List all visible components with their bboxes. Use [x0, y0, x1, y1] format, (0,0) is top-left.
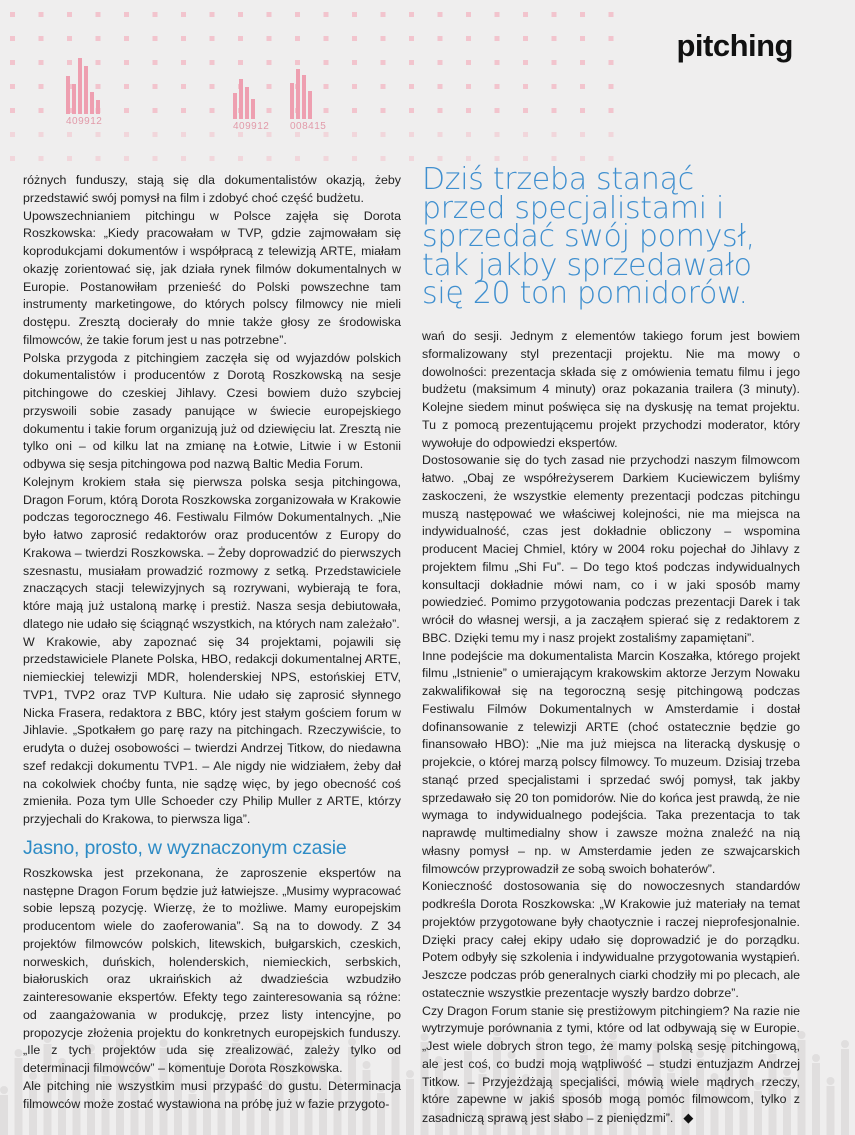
- decorative-dot: [466, 84, 471, 89]
- decorative-bar: [90, 92, 94, 114]
- decorative-dot: [381, 108, 386, 113]
- decorative-dot: [267, 60, 272, 65]
- decorative-dot: [267, 12, 272, 17]
- decorative-dot: [438, 36, 443, 41]
- decorative-bar: [78, 58, 82, 114]
- decorative-dot: [10, 12, 15, 17]
- decorative-dot: [324, 84, 329, 89]
- decorative-dot: [352, 108, 357, 113]
- decorative-dot: [210, 84, 215, 89]
- decorative-dot: [267, 132, 272, 137]
- decorative-dot: [552, 132, 557, 137]
- decorative-dot: [96, 156, 101, 161]
- decorative-bar: [302, 75, 306, 119]
- decorative-silhouette: [841, 1049, 849, 1135]
- decorative-dot: [210, 156, 215, 161]
- pull-quote: Dziś trzeba stanąć przed specjalistami i sprzedać swój pomysł, tak jakby sprzedawało się 20 ton pomidorów.: [422, 162, 755, 311]
- decorative-dot: [39, 84, 44, 89]
- bar-number-label: 409912: [233, 121, 270, 132]
- decorative-dot: [466, 156, 471, 161]
- decorative-dot: [10, 36, 15, 41]
- decorative-dot: [10, 84, 15, 89]
- decorative-dot: [210, 60, 215, 65]
- decorative-dot: [124, 132, 129, 137]
- decorative-dot: [181, 12, 186, 17]
- decorative-dot: [523, 108, 528, 113]
- decorative-dot: [267, 84, 272, 89]
- decorative-dot: [67, 156, 72, 161]
- decorative-dot: [438, 60, 443, 65]
- decorative-dot: [124, 36, 129, 41]
- decorative-dot: [181, 84, 186, 89]
- decorative-bar: [66, 76, 70, 114]
- paragraph-text: Czy Dragon Forum stanie się prestiżowym pitchingiem? Na razie nie wytrzymuje porównania z tymi, które od lat odbywają się w Europie. „Jest wiele dobrych stron tego, że mamy polską sesję pitchingową, ale jest coś, co budzi moją wątpliwość – studzi entuzjazm Andrzej Titkow. – Przyjeżdżają specjaliści, mówią wiele mądrych rzeczy, które zapewne w jakiś sposób mogą pomóc filmowcom, tylko z zasadniczą sprawą jest słabo – z pieniędzmi”.: [422, 1003, 800, 1125]
- decorative-dot: [153, 156, 158, 161]
- decorative-dot: [324, 60, 329, 65]
- decorative-dot: [609, 12, 614, 17]
- decorative-dot: [466, 60, 471, 65]
- decorative-dot: [552, 60, 557, 65]
- article-column-right: [422, 328, 800, 1128]
- decorative-dot: [181, 156, 186, 161]
- decorative-dot: [438, 108, 443, 113]
- decorative-dot: [409, 132, 414, 137]
- decorative-dot: [124, 60, 129, 65]
- paragraph: wań do sesji. Jednym z elementów takiego forum jest bowiem sformalizowany styl prezentacji projektu. Nie ma mowy o dowolności: prezentacja składa się z omówienia tematu filmu i jego budżetu (maksimum 4 minuty) oraz pokazania trailera (3 minuty). Kolejne siedem minut poświęca się na dyskusję na temat projektu. Tu z pomocą prezentującemu projekt przychodzi moderator, który wywołuje do odpowiedzi ekspertów.: [422, 329, 800, 450]
- decorative-dot: [409, 12, 414, 17]
- decorative-dot: [580, 156, 585, 161]
- decorative-dot: [438, 84, 443, 89]
- decorative-dot: [153, 36, 158, 41]
- paragraph: Inne podejście ma dokumentalista Marcin Koszałka, którego projekt filmu „Istnienie” o umierającym krakowskim aktorze Jerzym Nowaku zakwalifikował się na tegoroczną sesję pitchingową podczas Festiwalu Filmów Dokumentalnych w Amsterdamie i dostał dofinansowanie z telewizji ARTE (choć ostatecznie będzie go finansowało HBO): „Nie ma już miejsca na literacką dyskusję o projekcie, o której marzą polscy filmowcy. To muzeum. Dzisiaj trzeba stanąć przed specjalistami i sprzedać swój pomysł, tak jakby sprzedawało się 20 ton pomidorów. Nie do końca jest prawdą, że nie wymaga to indywidualnego podejścia. Taka prezentacja to tak naprawdę multimedialny show i zawsze można znaleźć na nią własny pomysł – np. w Amsterdamie jeden ze szwajcarskich filmowców przyprowadził ze sobą swoich bohaterów”.: [422, 648, 800, 876]
- decorative-dot: [609, 84, 614, 89]
- paragraph: Ale pitching nie wszystkim musi przypaść do gustu. Determinacja filmowców może zostać wystawiona na próbę już w fazie przygoto-: [23, 1078, 401, 1111]
- decorative-dot: [324, 132, 329, 137]
- decorative-dot: [153, 60, 158, 65]
- end-of-article-icon: ◆: [683, 1110, 694, 1125]
- decorative-dot: [238, 12, 243, 17]
- decorative-dot: [580, 36, 585, 41]
- decorative-dot: [495, 12, 500, 17]
- decorative-dot: [96, 36, 101, 41]
- decorative-dot: [210, 108, 215, 113]
- decorative-dot: [210, 132, 215, 137]
- decorative-dot: [39, 156, 44, 161]
- decorative-dot: [495, 84, 500, 89]
- decorative-dot: [580, 108, 585, 113]
- paragraph: Dostosowanie się do tych zasad nie przychodzi naszym filmowcom łatwo. „Obaj ze współreżyserem Darkiem Kuciewiczem byliśmy zaskoczeni, że wszystkie elementy prezentacji podczas pitchingu muszą następować we właściwej kolejności, nie ma miejsca na indywidualność, czas jest dokładnie obliczony – wspomina producent Maciej Chmiel, który w 2004 roku pojechał do Jihlavy z projektem filmu „Shi Fu”. – Do tego ktoś podczas indywidualnych konsultacji dokładnie mówi nam, co i w jaki sposób mamy powiedzieć. Pomimo przygotowania podczas prezentacji Darek i tak wrócił do własnej wersji, a ja zacząłem spierać się z redaktorem z BBC. Dzięki temu my i nasz projekt zostaliśmy zapamiętani”.: [422, 453, 800, 645]
- bar-number-label: 409912: [66, 116, 103, 127]
- decorative-dot: [495, 156, 500, 161]
- decorative-dot: [39, 12, 44, 17]
- decorative-dot: [381, 84, 386, 89]
- decorative-dot: [552, 108, 557, 113]
- decorative-dot: [124, 12, 129, 17]
- decorative-dot: [409, 156, 414, 161]
- decorative-silhouette: [406, 1079, 414, 1135]
- decorative-dot: [580, 84, 585, 89]
- decorative-dot: [466, 36, 471, 41]
- decorative-dot: [438, 12, 443, 17]
- decorative-silhouette: [15, 1058, 23, 1135]
- decorative-silhouette-head: [406, 1070, 414, 1078]
- decorative-dot: [495, 108, 500, 113]
- decorative-dot: [267, 108, 272, 113]
- decorative-bar: [239, 79, 243, 119]
- decorative-dot: [580, 132, 585, 137]
- decorative-dot: [10, 60, 15, 65]
- decorative-dot: [295, 156, 300, 161]
- decorative-dot: [466, 132, 471, 137]
- decorative-dot: [523, 84, 528, 89]
- decorative-dot: [495, 132, 500, 137]
- decorative-dot: [96, 60, 101, 65]
- decorative-dot: [324, 12, 329, 17]
- decorative-silhouette-head: [812, 1054, 820, 1062]
- decorative-dot: [523, 132, 528, 137]
- decorative-silhouette: [0, 1095, 8, 1135]
- decorative-dot: [523, 36, 528, 41]
- decorative-bar: [72, 84, 76, 114]
- decorative-dot: [10, 156, 15, 161]
- decorative-dot: [153, 12, 158, 17]
- paragraph-last: [422, 1003, 800, 1128]
- decorative-dot: [181, 108, 186, 113]
- decorative-dot: [352, 60, 357, 65]
- decorative-silhouette-head: [0, 1086, 8, 1094]
- decorative-silhouette: [812, 1063, 820, 1135]
- decorative-dot: [295, 60, 300, 65]
- decorative-silhouette-head: [15, 1049, 23, 1057]
- decorative-dot: [609, 60, 614, 65]
- paragraph: różnych funduszy, stają się dla dokumentalistów okazją, żeby przedstawić swój pomysł na film i zdobyć choć część budżetu.: [23, 173, 401, 205]
- decorative-dot: [466, 108, 471, 113]
- decorative-dot: [295, 36, 300, 41]
- decorative-dot: [409, 84, 414, 89]
- decorative-silhouette-head: [827, 1077, 835, 1085]
- decorative-dot: [409, 36, 414, 41]
- decorative-dot: [210, 12, 215, 17]
- decorative-bar: [233, 93, 237, 119]
- decorative-silhouette-head: [841, 1040, 849, 1048]
- decorative-dot: [67, 60, 72, 65]
- decorative-dot: [153, 108, 158, 113]
- decorative-silhouette: [827, 1086, 835, 1135]
- decorative-dot: [153, 132, 158, 137]
- decorative-bar: [245, 87, 249, 119]
- decorative-dot: [352, 132, 357, 137]
- decorative-dot: [409, 60, 414, 65]
- decorative-dot: [438, 132, 443, 137]
- decorative-dot: [96, 12, 101, 17]
- section-title: pitching: [676, 28, 793, 63]
- decorative-dot: [295, 132, 300, 137]
- decorative-dot: [495, 60, 500, 65]
- decorative-dot: [96, 84, 101, 89]
- paragraph: Konieczność dostosowania się do nowoczesnych standardów podkreśla Dorota Roszkowska: „W Krakowie już materiały na temat projektów przygotowane były chaotycznie i raczej nieprofesjonalnie. Dzięki pracy całej ekipy udało się doprowadzić je do porządku. Potem odbyły się szkolenia i indywidualne przygotowania wystąpień. Jeszcze podczas prób generalnych ciarki chodziły mi po plecach, ale ostatecznie wszystkie prezentacje wyszły bardzo dobrze”.: [422, 879, 800, 1000]
- section-subheading: Jasno, prosto, w wyznaczonym czasie: [23, 836, 347, 859]
- decorative-dot: [39, 60, 44, 65]
- decorative-dot: [324, 156, 329, 161]
- decorative-dot: [552, 12, 557, 17]
- paragraph: Polska przygoda z pitchingiem zaczęła się od wyjazdów polskich dokumentalistów i producentów z Dorotą Roszkowską na sesje pitchingowe do czeskiej Jihlavy. Czesi bowiem dużo szybciej przyswoili sobie zasady panujące w świecie europejskiego dokumentu i takie forum organizują już od dziewięciu lat. Zresztą nie tylko oni – od kilku lat na zmianę na Łotwie, Litwie i w Estonii odbywa się sesja pitchingowa pod nazwą Baltic Media Forum.: [23, 350, 401, 471]
- decorative-dot: [352, 12, 357, 17]
- decorative-dot: [609, 132, 614, 137]
- decorative-bar: [308, 91, 312, 119]
- decorative-bar: [84, 66, 88, 114]
- decorative-dot: [210, 36, 215, 41]
- decorative-dot: [552, 84, 557, 89]
- decorative-dot: [181, 132, 186, 137]
- decorative-dot: [409, 108, 414, 113]
- decorative-bar: [251, 99, 255, 119]
- decorative-dot: [552, 156, 557, 161]
- decorative-dot: [523, 60, 528, 65]
- decorative-dot: [238, 132, 243, 137]
- decorative-dot: [67, 132, 72, 137]
- decorative-dot: [238, 60, 243, 65]
- decorative-dot: [124, 108, 129, 113]
- decorative-dot: [124, 84, 129, 89]
- decorative-dot: [609, 156, 614, 161]
- decorative-dot: [381, 36, 386, 41]
- decorative-dot: [124, 156, 129, 161]
- decorative-dot: [523, 156, 528, 161]
- bar-number-label: 008415: [290, 121, 327, 132]
- decorative-dot: [324, 108, 329, 113]
- decorative-dot: [181, 36, 186, 41]
- decorative-dot: [609, 36, 614, 41]
- decorative-dot: [381, 12, 386, 17]
- decorative-dot: [267, 156, 272, 161]
- decorative-dot: [181, 60, 186, 65]
- decorative-dot: [10, 108, 15, 113]
- decorative-dot: [466, 12, 471, 17]
- paragraph: Roszkowska jest przekonana, że zaproszenie ekspertów na następne Dragon Forum będzie już łatwiejsze. „Musimy wypracować sobie lepszą pozycję. Wierzę, że to możliwe. Mamy europejskim producentom wiele do zaoferowania”. Są na to dowody. Z 34 projektów filmowców polskich, litewskich, bułgarskich, czeskich, norweskich, duńskich, holenderskich, niemieckich, serbskich, białoruskich oraz ukraińskich aż dwadzieścia wzbudziło zainteresowanie ekspertów. Efekty tego zainteresowania są różne: od zaangażowania w produkcję, przez listy intencyjne, po propozycje złożenia projektu do konkretnych europejskich funduszy. „Ile z tych projektów uda się zrealizować, zależy tylko od determinacji filmowców” – komentuje Dorota Roszkowska.: [23, 865, 401, 1075]
- decorative-dot: [495, 36, 500, 41]
- decorative-dot: [295, 12, 300, 17]
- decorative-dot: [523, 12, 528, 17]
- decorative-dot: [67, 12, 72, 17]
- decorative-dot: [552, 36, 557, 41]
- decorative-dot: [352, 156, 357, 161]
- decorative-bar: [290, 83, 294, 119]
- decorative-dot: [96, 132, 101, 137]
- decorative-dot: [352, 84, 357, 89]
- decorative-dot: [580, 12, 585, 17]
- decorative-dot: [381, 132, 386, 137]
- paragraph: W Krakowie, aby zapoznać się 34 projektami, pojawili się przedstawiciele Planete Polska, HBO, redakcji dokumentalnej ARTE, niemieckiej telewizji MDR, holenderskiej NPS, estońskiej ETV, TVP1, TVP2 oraz TVP Kultura. Nie udało się zaprosić słynnego Nicka Frasera, redaktora z BBC, który jest stałym gościem forum w Jihlavie. „Spotkałem go parę razy na pitchingach. Rzeczywiście, to erudyta o dużej osobowości – twierdzi Andrzej Titkow, do niedawna szef redakcji dokumentu TVP1. – Ale nigdy nie widziałem, żeby dał na cokolwiek choćby funta, nie sądzę więc, by jego obecność coś zmieniła. Poza tym Ulle Schoeder czy Philip Muller z ARTE, którzy przyjechali do Krakowa, to pierwsza liga”.: [23, 634, 401, 826]
- decorative-dot: [39, 108, 44, 113]
- decorative-dot: [324, 36, 329, 41]
- decorative-dot: [438, 156, 443, 161]
- decorative-dot: [153, 84, 158, 89]
- decorative-dot: [381, 60, 386, 65]
- decorative-dot: [381, 156, 386, 161]
- decorative-dot: [67, 36, 72, 41]
- article-column-left: [23, 172, 401, 1113]
- decorative-dot: [267, 36, 272, 41]
- paragraph: Kolejnym krokiem stała się pierwsza polska sesja pitchingowa, Dragon Forum, którą Dorota Roszkowska zorganizowała w Krakowie podczas tegorocznego 46. Festiwalu Filmów Dokumentalnych. „Nie było łatwo zaprosić redaktorów oraz producentów z Europy do Krakowa – twierdzi Roszkowska. – Żeby doprowadzić do pierwszych szesnastu, musiałam prowadzić rozmowy z setką. Przedstawiciele znaczących stacji telewizyjnych są rozrywani, wybierają te fora, które mają już ustaloną markę i prestiż. Nasza sesja debiutowała, dlatego nie udało się ściągnąć wszystkich, na których nam zależało”.: [23, 474, 401, 631]
- decorative-dot: [39, 132, 44, 137]
- decorative-dot: [609, 108, 614, 113]
- decorative-dot: [580, 60, 585, 65]
- decorative-dot: [238, 36, 243, 41]
- decorative-bar: [296, 69, 300, 119]
- decorative-dot: [352, 36, 357, 41]
- decorative-bar: [96, 100, 100, 114]
- paragraph: Upowszechnianiem pitchingu w Polsce zajęła się Dorota Roszkowska: „Kiedy pracowałam w TVP, gdzie zajmowałam się koprodukcjami dokumentów i współpracą z telewizją ARTE, miałam okazję zorientować się, jak działa rynek filmów dokumentalnych w Europie. Postanowiłam przenieść do Polski powszechne tam instrumenty marketingowe, do których polscy filmowcy nie mieli dostępu. Zresztą docierały do mnie także głosy ze środowiska filmowców, że takie forum jest u nas potrzebne”.: [23, 208, 401, 347]
- decorative-dot: [238, 156, 243, 161]
- decorative-dot: [10, 132, 15, 137]
- decorative-dot: [39, 36, 44, 41]
